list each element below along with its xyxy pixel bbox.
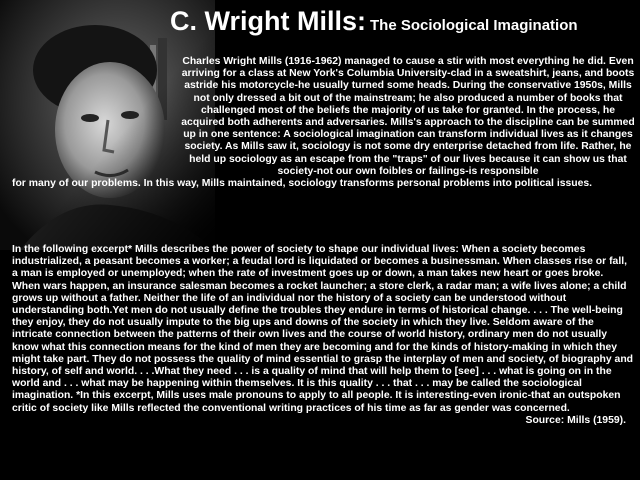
page-title bbox=[170, 8, 640, 35]
source-citation: Source: Mills (1959). bbox=[525, 414, 626, 426]
excerpt-text: In the following excerpt* Mills describes the power of society to shape our individual lives: When a society becomes industrialized, a peasant becomes a worker; a feudal lord is liquidated or becomes a businessman. When classes rise or fall, a man is employed or unemployed; when the rate of investment goes up or down, a man takes new heart or goes broke. When wars happen, an insurance salesman becomes a rocket launcher; a store clerk, a radar man; a wife lives alone; a child grows up without a father. Neither the life of an individual nor the history of a society can be understood without understanding both.Yet men do not usually define the troubles they endure in terms of historical change. . . . The well-being they enjoy, they do not usually impute to the big ups and downs of the society in which they live. Seldom aware of the intricate connection between the patterns of their own lives and the course of world history, ordinary men do not usually know what this connection means for the kind of men they are becoming and for the kinds of history-making in which they might take part. They do not possess the quality of mind essential to grasp the interplay of men and society, of biography and history, of self and world. . . .What they need . . . is a quality of mind that will help them to [see] . . . what is going on in the world and . . . what may be happening within themselves. It is this quality . . . that . . . may be called the sociological imagination. *In this excerpt, Mills uses male pronouns to apply to all people. It is interesting-even ironic-that an outspoken critic of society like Mills reflected the conventional writing practices of his time as far as gender was concerned. bbox=[12, 244, 634, 414]
excerpt-paragraph bbox=[12, 244, 634, 427]
biography-paragraph bbox=[12, 56, 636, 190]
biography-tail: for many of our problems. In this way, Mills maintained, sociology transforms personal problems into political issues. bbox=[12, 178, 593, 190]
title-main: C. Wright Mills: bbox=[170, 6, 366, 36]
title-subtitle: The Sociological Imagination bbox=[370, 17, 578, 34]
biography-text: Charles Wright Mills (1916-1962) managed to cause a stir with most everything he did. Even arriving for a class at New York's Columbia University-clad in a sweatshirt, jeans, and boots astride his motorcycle-he usually turned some heads. During the conservative 1950s, Mills not only dressed a bit out of the mainstream; he also produced a number of books that challenged most of the beliefs the majority of us take for granted. In the process, he acquired both adherents and adversaries. Mills's approach to the discipline can be summed up in one sentence: A sociological imagination can transform individual lives as it changes society. As Mills saw it, sociology is not some dry enterprise detached from life. Rather, he held up sociology as an escape from the "traps" of our lives because it can show us that society-not our own foibles or failings-is responsible bbox=[181, 56, 635, 177]
